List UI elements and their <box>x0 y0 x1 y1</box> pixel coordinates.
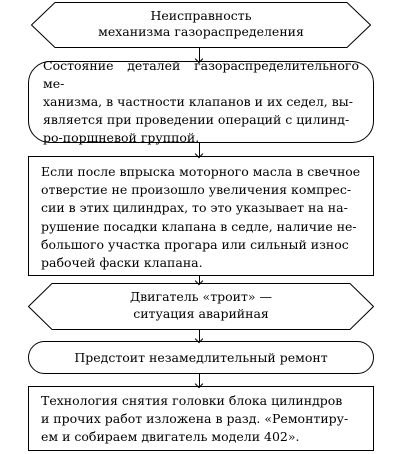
flow-arrow <box>199 143 200 156</box>
decision-1-line-2: механизма газораспределения <box>98 24 304 39</box>
flow-arrow <box>199 330 200 341</box>
decision-hexagon-1 <box>31 2 371 48</box>
step-2-text: Если после впрыска моторного масла в свечное отверстие не произошло увеличения компрес- сии в этих цилиндрах, то это указывает на на- рушение посадки клапана в седле, наличие не- большого участка прогара или сильный износ рабочей фаски клапана. <box>41 164 361 271</box>
decision-2-line-2: ситуация аварийная <box>133 306 269 321</box>
decision-2-line-1: Двигатель «троит» — <box>129 289 273 304</box>
step-rounded-box-3 <box>28 341 374 374</box>
step-1-text: Состояние деталей газораспределительного ме- ханизма, в частности клапанов и их седел, вы- является при проведении операций с цилинд- ро-поршневой группой. <box>43 57 359 146</box>
step-box-2 <box>28 156 374 276</box>
decision-hexagon-2 <box>28 283 374 330</box>
step-4-text: Технология снятия головки блока цилиндров и прочих работ изложена в разд. «Ремонтиру- ем и собираем двигатель модели 402». <box>41 393 349 445</box>
step-rounded-box-1 <box>28 57 374 146</box>
flow-arrow <box>199 374 200 386</box>
step-box-4 <box>28 386 374 451</box>
decision-1-line-1: Неисправность <box>150 8 252 23</box>
flow-arrow <box>199 276 200 283</box>
step-3-text: Предстоит незамедлительный ремонт <box>74 350 328 365</box>
